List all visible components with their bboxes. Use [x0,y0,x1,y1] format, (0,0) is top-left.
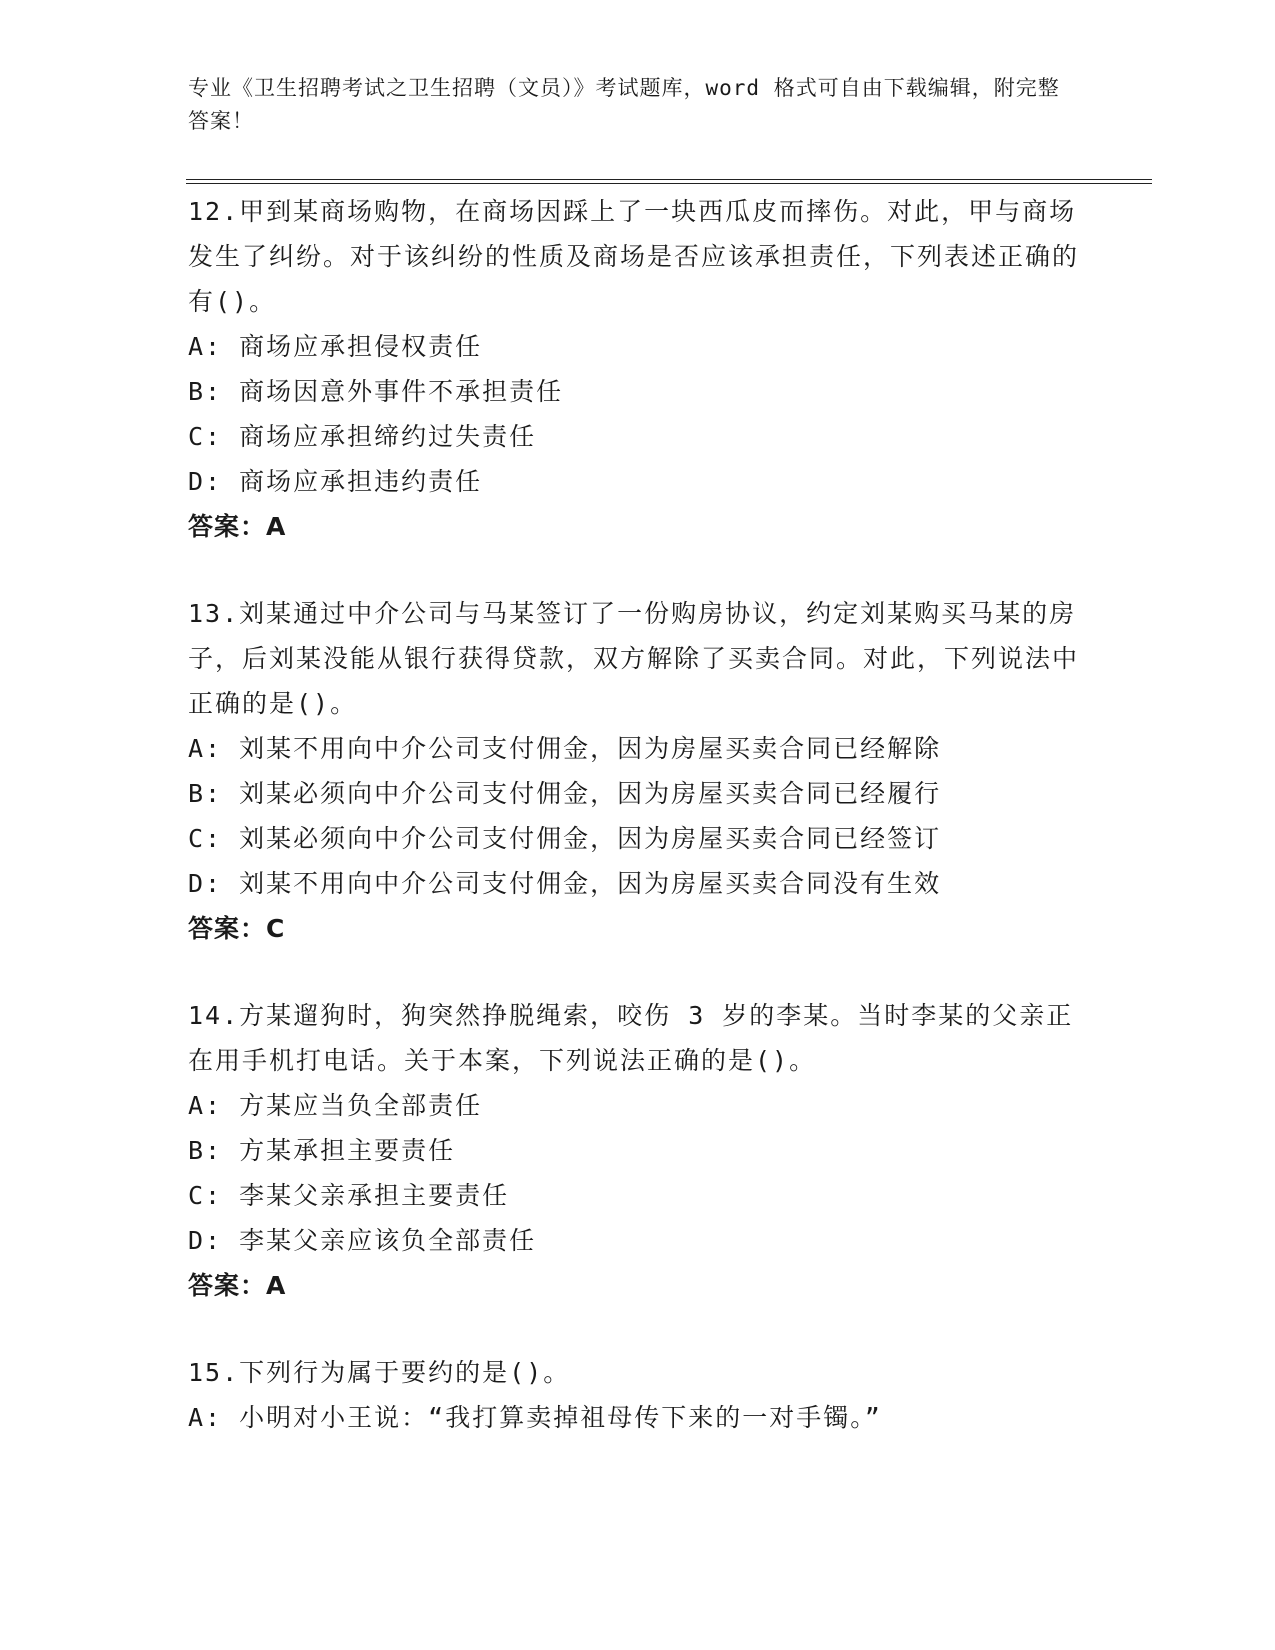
header-divider-bottom [186,183,1152,184]
option-b: B: 刘某必须向中介公司支付佣金，因为房屋买卖合同已经履行 [188,779,942,808]
question-item [188,189,1088,549]
option-a: A: 商场应承担侵权责任 [188,332,483,361]
option-b: B: 商场因意外事件不承担责任 [188,377,564,406]
option-d: D: 刘某不用向中介公司支付佣金，因为房屋买卖合同没有生效 [188,869,942,898]
option-b: B: 方某承担主要责任 [188,1136,456,1165]
question-text: 12.甲到某商场购物，在商场因踩上了一块西瓜皮而摔伤。对此，甲与商场发生了纠纷。对于该纠纷的性质及商场是否应该承担责任，下列表述正确的有()。 [188,197,1080,316]
answer-text: 答案：A [188,1271,287,1300]
option-a: A: 小明对小王说：“我打算卖掉祖母传下来的一对手镯。” [188,1403,882,1432]
option-a: A: 方某应当负全部责任 [188,1091,483,1120]
question-item [188,1350,1088,1440]
option-c: C: 商场应承担缔约过失责任 [188,422,537,451]
answer-text: 答案：A [188,512,287,541]
header-divider-top [186,179,1152,180]
question-item [188,591,1088,951]
question-list [188,189,1088,1482]
question-text: 14.方某遛狗时，狗突然挣脱绳索，咬伤 3 岁的李某。当时李某的父亲正在用手机打电话。关于本案，下列说法正确的是()。 [188,1001,1074,1075]
option-c: C: 刘某必须向中介公司支付佣金，因为房屋买卖合同已经签订 [188,824,942,853]
answer-text: 答案：C [188,914,286,943]
option-a: A: 刘某不用向中介公司支付佣金，因为房屋买卖合同已经解除 [188,734,942,763]
option-d: D: 商场应承担违约责任 [188,467,483,496]
option-c: C: 李某父亲承担主要责任 [188,1181,510,1210]
question-item [188,993,1088,1308]
question-text: 15.下列行为属于要约的是()。 [188,1358,571,1387]
document-header: 专业《卫生招聘考试之卫生招聘（文员）》考试题库，word 格式可自由下载编辑，附完整答案！ [188,76,1060,133]
question-text: 13.刘某通过中介公司与马某签订了一份购房协议，约定刘某购买马某的房子，后刘某没能从银行获得贷款，双方解除了买卖合同。对此，下列说法中正确的是()。 [188,599,1080,718]
option-d: D: 李某父亲应该负全部责任 [188,1226,537,1255]
